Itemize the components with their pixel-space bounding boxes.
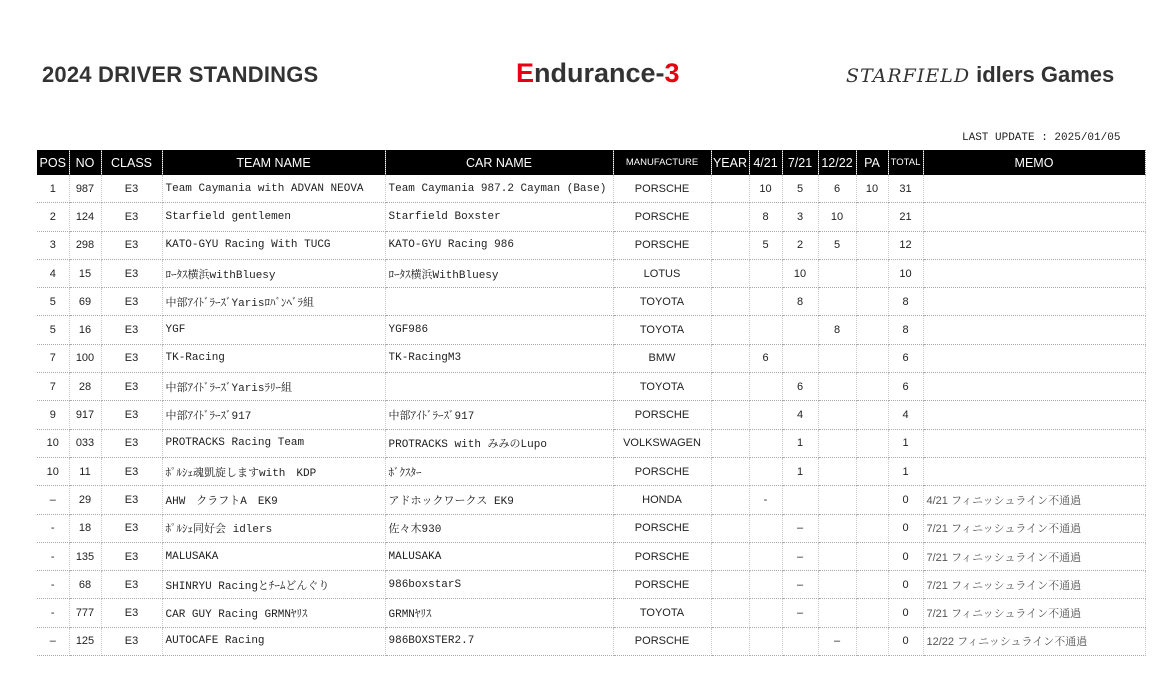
col-car: CAR NAME	[385, 150, 613, 175]
cell-team: ﾎﾟﾙｼｪ同好会 idlers	[162, 514, 385, 542]
cell-year	[711, 429, 749, 457]
cell-class: E3	[101, 514, 162, 542]
table-row	[37, 542, 1145, 570]
cell-year	[711, 599, 749, 627]
cell-memo	[923, 401, 1145, 429]
cell-r3	[818, 259, 856, 287]
cell-manufacture: PORSCHE	[613, 457, 711, 485]
cell-total: 10	[888, 259, 923, 287]
table-row	[37, 259, 1145, 287]
cell-team: KATO-GYU Racing With TUCG	[162, 231, 385, 259]
cell-car: ﾛｰﾀｽ横浜WithBluesy	[385, 259, 613, 287]
cell-pa	[856, 457, 888, 485]
table-row	[37, 288, 1145, 316]
cell-pa	[856, 344, 888, 372]
cell-pos: -	[37, 571, 69, 599]
col-pa: PA	[856, 150, 888, 175]
cell-total: 8	[888, 316, 923, 344]
cell-memo	[923, 316, 1145, 344]
cell-manufacture: HONDA	[613, 486, 711, 514]
cell-no: 15	[69, 259, 101, 287]
standings-table	[37, 150, 1146, 656]
cell-manufacture: PORSCHE	[613, 401, 711, 429]
cell-r1	[749, 599, 782, 627]
cell-car: KATO-GYU Racing 986	[385, 231, 613, 259]
cell-r3: 10	[818, 203, 856, 231]
cell-r3	[818, 571, 856, 599]
cell-class: E3	[101, 571, 162, 599]
cell-r1: 6	[749, 344, 782, 372]
cell-no: 987	[69, 175, 101, 203]
cell-class: E3	[101, 259, 162, 287]
cell-r3	[818, 344, 856, 372]
cell-team: ﾎﾟﾙｼｪ魂凱旋しますwith KDP	[162, 457, 385, 485]
cell-memo	[923, 457, 1145, 485]
cell-team: 中部ｱｲﾄﾞﾗｰｽﾞ917	[162, 401, 385, 429]
cell-pos: 3	[37, 231, 69, 259]
cell-total: 8	[888, 288, 923, 316]
event-title	[516, 58, 680, 89]
cell-r3	[818, 486, 856, 514]
cell-r3	[818, 429, 856, 457]
cell-memo	[923, 203, 1145, 231]
cell-manufacture: VOLKSWAGEN	[613, 429, 711, 457]
cell-total: 4	[888, 401, 923, 429]
cell-year	[711, 259, 749, 287]
cell-class: E3	[101, 288, 162, 316]
cell-manufacture: PORSCHE	[613, 571, 711, 599]
cell-team: AUTOCAFE Racing	[162, 627, 385, 655]
cell-r2: 5	[782, 175, 818, 203]
brand	[846, 62, 1114, 88]
cell-pos: 4	[37, 259, 69, 287]
cell-car: TK-RacingM3	[385, 344, 613, 372]
cell-car: ﾎﾞｸｽﾀｰ	[385, 457, 613, 485]
cell-class: E3	[101, 599, 162, 627]
cell-pa	[856, 627, 888, 655]
cell-r3: 6	[818, 175, 856, 203]
cell-r1: 10	[749, 175, 782, 203]
table-row	[37, 429, 1145, 457]
cell-r2: –	[782, 599, 818, 627]
cell-memo: 7/21 フィニッシュライン不通過	[923, 599, 1145, 627]
cell-r1: 5	[749, 231, 782, 259]
cell-pos: 5	[37, 316, 69, 344]
cell-no: 29	[69, 486, 101, 514]
cell-memo	[923, 288, 1145, 316]
cell-r1	[749, 571, 782, 599]
cell-car: Starfield Boxster	[385, 203, 613, 231]
cell-team: TK-Racing	[162, 344, 385, 372]
table-row	[37, 599, 1145, 627]
cell-r2	[782, 486, 818, 514]
cell-car: 佐々木930	[385, 514, 613, 542]
starfield-logo: STARFIELD	[846, 65, 971, 87]
cell-car: GRMNﾔﾘｽ	[385, 599, 613, 627]
cell-memo: 12/22 フィニッシュライン不通過	[923, 627, 1145, 655]
cell-r3	[818, 457, 856, 485]
cell-r2: 4	[782, 401, 818, 429]
cell-no: 18	[69, 514, 101, 542]
cell-pa	[856, 429, 888, 457]
cell-car: PROTRACKS with みみのLupo	[385, 429, 613, 457]
cell-manufacture: PORSCHE	[613, 514, 711, 542]
cell-no: 11	[69, 457, 101, 485]
cell-manufacture: TOYOTA	[613, 316, 711, 344]
cell-r3	[818, 599, 856, 627]
cell-r2	[782, 316, 818, 344]
cell-r1: 8	[749, 203, 782, 231]
cell-car: 986boxstarS	[385, 571, 613, 599]
cell-team: PROTRACKS Racing Team	[162, 429, 385, 457]
cell-r1	[749, 429, 782, 457]
cell-r2	[782, 627, 818, 655]
cell-total: 6	[888, 344, 923, 372]
table-row	[37, 175, 1145, 203]
cell-memo	[923, 175, 1145, 203]
cell-r1	[749, 401, 782, 429]
cell-r3: 5	[818, 231, 856, 259]
cell-pa	[856, 542, 888, 570]
cell-total: 0	[888, 627, 923, 655]
cell-class: E3	[101, 542, 162, 570]
cell-year	[711, 401, 749, 429]
cell-pos: -	[37, 542, 69, 570]
cell-pos: -	[37, 599, 69, 627]
event-title-prefix: E	[516, 58, 535, 88]
cell-no: 28	[69, 373, 101, 401]
cell-total: 21	[888, 203, 923, 231]
col-pos: POS	[37, 150, 69, 175]
cell-no: 135	[69, 542, 101, 570]
table-row	[37, 316, 1145, 344]
cell-manufacture: TOYOTA	[613, 599, 711, 627]
cell-pos: -	[37, 514, 69, 542]
cell-pos: –	[37, 486, 69, 514]
cell-pa	[856, 203, 888, 231]
cell-year	[711, 373, 749, 401]
cell-pa	[856, 373, 888, 401]
cell-year	[711, 571, 749, 599]
cell-memo	[923, 259, 1145, 287]
table-row	[37, 486, 1145, 514]
cell-car: Team Caymania 987.2 Cayman (Base)	[385, 175, 613, 203]
cell-r2: –	[782, 514, 818, 542]
cell-r1	[749, 514, 782, 542]
cell-no: 298	[69, 231, 101, 259]
cell-no: 777	[69, 599, 101, 627]
cell-pa: 10	[856, 175, 888, 203]
cell-r2	[782, 344, 818, 372]
cell-pa	[856, 316, 888, 344]
cell-pos: 10	[37, 457, 69, 485]
brand-text: idlers Games	[976, 62, 1115, 87]
cell-no: 100	[69, 344, 101, 372]
cell-r1	[749, 542, 782, 570]
cell-year	[711, 316, 749, 344]
cell-r1	[749, 316, 782, 344]
col-no: NO	[69, 150, 101, 175]
table-row	[37, 401, 1145, 429]
table-row	[37, 627, 1145, 655]
cell-no: 033	[69, 429, 101, 457]
cell-memo	[923, 373, 1145, 401]
cell-memo: 7/21 フィニッシュライン不通過	[923, 542, 1145, 570]
col-r3: 12/22	[818, 150, 856, 175]
cell-r3	[818, 401, 856, 429]
cell-car: アドホックワークス EK9	[385, 486, 613, 514]
cell-car: 中部ｱｲﾄﾞﾗｰｽﾞ917	[385, 401, 613, 429]
col-r1: 4/21	[749, 150, 782, 175]
cell-team: YGF	[162, 316, 385, 344]
cell-memo: 7/21 フィニッシュライン不通過	[923, 571, 1145, 599]
cell-pos: 2	[37, 203, 69, 231]
cell-year	[711, 457, 749, 485]
cell-class: E3	[101, 373, 162, 401]
cell-year	[711, 288, 749, 316]
cell-total: 0	[888, 599, 923, 627]
table-body	[37, 175, 1145, 656]
cell-r2: 2	[782, 231, 818, 259]
cell-pos: 9	[37, 401, 69, 429]
cell-r3: –	[818, 627, 856, 655]
cell-class: E3	[101, 203, 162, 231]
cell-r2: 6	[782, 373, 818, 401]
cell-team: SHINRYU Racingとﾁｰﾑどんぐり	[162, 571, 385, 599]
cell-class: E3	[101, 344, 162, 372]
cell-memo: 4/21 フィニッシュライン不通過	[923, 486, 1145, 514]
cell-total: 1	[888, 457, 923, 485]
cell-team: AHW クラフトA EK9	[162, 486, 385, 514]
cell-car: 986BOXSTER2.7	[385, 627, 613, 655]
cell-total: 12	[888, 231, 923, 259]
cell-team: Team Caymania with ADVAN NEOVA	[162, 175, 385, 203]
cell-pa	[856, 599, 888, 627]
cell-class: E3	[101, 175, 162, 203]
cell-pa	[856, 571, 888, 599]
col-team: TEAM NAME	[162, 150, 385, 175]
cell-pa	[856, 259, 888, 287]
cell-total: 31	[888, 175, 923, 203]
cell-year	[711, 627, 749, 655]
cell-r1	[749, 288, 782, 316]
cell-pa	[856, 401, 888, 429]
cell-total: 0	[888, 571, 923, 599]
cell-year	[711, 203, 749, 231]
page-title: 2024 DRIVER STANDINGS	[42, 62, 319, 87]
cell-pa	[856, 288, 888, 316]
cell-no: 125	[69, 627, 101, 655]
cell-r2: 10	[782, 259, 818, 287]
cell-year	[711, 486, 749, 514]
cell-r3	[818, 373, 856, 401]
cell-year	[711, 514, 749, 542]
event-title-middle: ndurance-	[534, 58, 665, 88]
cell-r3	[818, 542, 856, 570]
cell-team: 中部ｱｲﾄﾞﾗｰｽﾞYarisﾗﾘｰ組	[162, 373, 385, 401]
cell-year	[711, 344, 749, 372]
event-title-suffix: 3	[664, 58, 680, 88]
cell-r2: 1	[782, 457, 818, 485]
cell-total: 0	[888, 542, 923, 570]
cell-r1	[749, 259, 782, 287]
cell-class: E3	[101, 457, 162, 485]
cell-manufacture: TOYOTA	[613, 288, 711, 316]
table-row	[37, 373, 1145, 401]
cell-memo	[923, 231, 1145, 259]
cell-class: E3	[101, 231, 162, 259]
cell-car: YGF986	[385, 316, 613, 344]
col-class: CLASS	[101, 150, 162, 175]
cell-pos: 7	[37, 373, 69, 401]
cell-manufacture: BMW	[613, 344, 711, 372]
cell-r3	[818, 514, 856, 542]
last-update: LAST UPDATE : 2025/01/05	[962, 132, 1121, 144]
cell-team: Starfield gentlemen	[162, 203, 385, 231]
cell-pos: 1	[37, 175, 69, 203]
cell-no: 917	[69, 401, 101, 429]
cell-r2: 8	[782, 288, 818, 316]
cell-no: 16	[69, 316, 101, 344]
cell-team: 中部ｱｲﾄﾞﾗｰｽﾞYarisﾛﾊﾞﾝﾍﾞﾗ組	[162, 288, 385, 316]
cell-r2: –	[782, 571, 818, 599]
table-row	[37, 571, 1145, 599]
table-row	[37, 203, 1145, 231]
cell-r1	[749, 373, 782, 401]
col-memo: MEMO	[923, 150, 1145, 175]
cell-total: 1	[888, 429, 923, 457]
cell-pos: 5	[37, 288, 69, 316]
cell-car: MALUSAKA	[385, 542, 613, 570]
table-header	[37, 150, 1145, 175]
cell-pa	[856, 514, 888, 542]
cell-year	[711, 175, 749, 203]
table-row	[37, 231, 1145, 259]
cell-class: E3	[101, 316, 162, 344]
cell-r1	[749, 627, 782, 655]
cell-manufacture: PORSCHE	[613, 231, 711, 259]
col-manufacture: MANUFACTURE	[613, 150, 711, 175]
col-total: TOTAL	[888, 150, 923, 175]
cell-no: 69	[69, 288, 101, 316]
table-row	[37, 514, 1145, 542]
cell-class: E3	[101, 486, 162, 514]
cell-car	[385, 373, 613, 401]
cell-memo	[923, 429, 1145, 457]
table-row	[37, 344, 1145, 372]
cell-class: E3	[101, 627, 162, 655]
cell-pos: 7	[37, 344, 69, 372]
cell-team: ﾛｰﾀｽ横浜withBluesy	[162, 259, 385, 287]
cell-total: 0	[888, 486, 923, 514]
cell-pos: –	[37, 627, 69, 655]
cell-no: 124	[69, 203, 101, 231]
col-year: YEAR	[711, 150, 749, 175]
col-r2: 7/21	[782, 150, 818, 175]
cell-memo: 7/21 フィニッシュライン不通過	[923, 514, 1145, 542]
cell-manufacture: PORSCHE	[613, 175, 711, 203]
cell-car	[385, 288, 613, 316]
cell-manufacture: PORSCHE	[613, 542, 711, 570]
cell-r1	[749, 457, 782, 485]
cell-team: MALUSAKA	[162, 542, 385, 570]
cell-pos: 10	[37, 429, 69, 457]
cell-class: E3	[101, 429, 162, 457]
cell-pa	[856, 486, 888, 514]
cell-total: 0	[888, 514, 923, 542]
cell-total: 6	[888, 373, 923, 401]
cell-memo	[923, 344, 1145, 372]
cell-manufacture: PORSCHE	[613, 627, 711, 655]
table-row	[37, 457, 1145, 485]
cell-manufacture: LOTUS	[613, 259, 711, 287]
cell-r2: –	[782, 542, 818, 570]
cell-manufacture: PORSCHE	[613, 203, 711, 231]
cell-r1: -	[749, 486, 782, 514]
cell-class: E3	[101, 401, 162, 429]
cell-r2: 1	[782, 429, 818, 457]
cell-year	[711, 231, 749, 259]
cell-manufacture: TOYOTA	[613, 373, 711, 401]
cell-year	[711, 542, 749, 570]
cell-r3: 8	[818, 316, 856, 344]
cell-team: CAR GUY Racing GRMNﾔﾘｽ	[162, 599, 385, 627]
cell-pa	[856, 231, 888, 259]
cell-no: 68	[69, 571, 101, 599]
cell-r2: 3	[782, 203, 818, 231]
cell-r3	[818, 288, 856, 316]
